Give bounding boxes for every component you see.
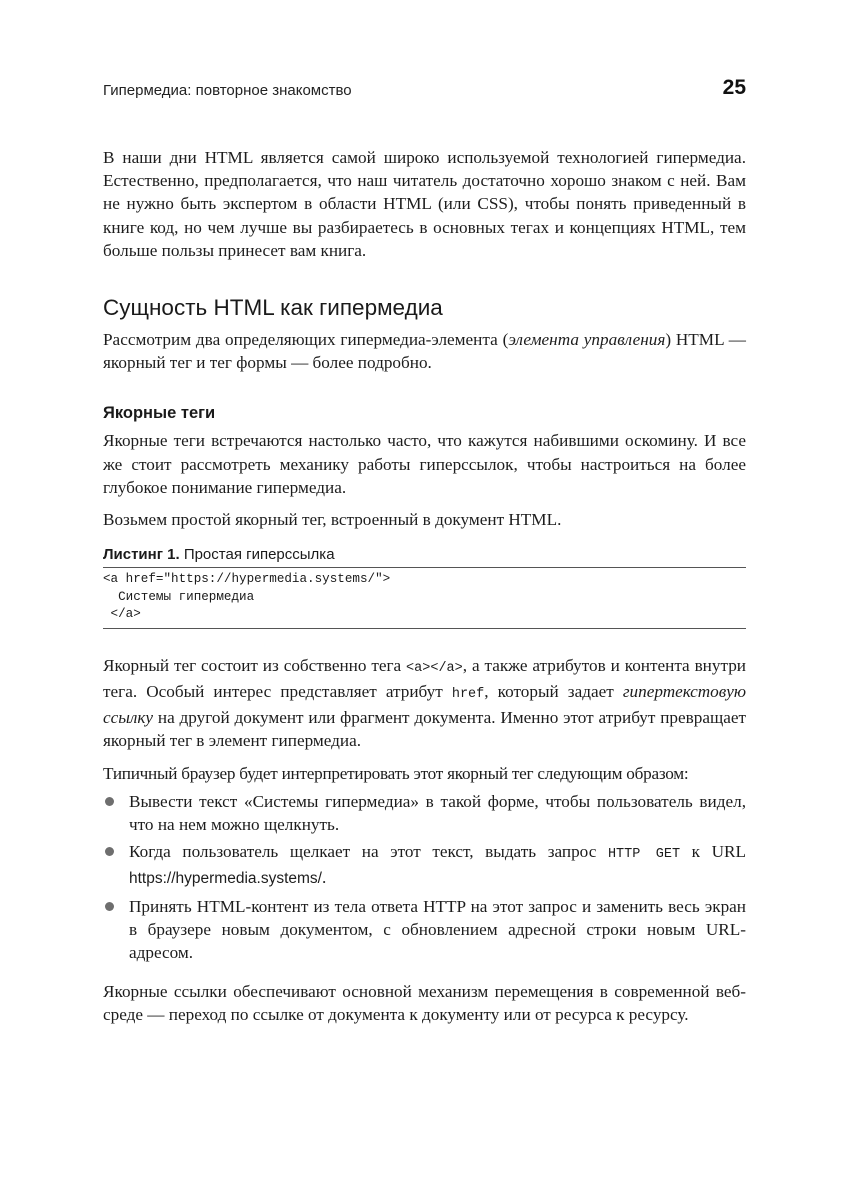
code-box [103, 567, 746, 629]
section-heading: Сущность HTML как гипермедиа [103, 295, 443, 321]
list-item [103, 840, 746, 890]
bullet-text: Когда пользователь щелкает на этот текст, выдать запрос [129, 842, 608, 862]
example-intro-paragraph: Возьмем простой якорный тег, встроенный в документ HTML. [103, 510, 562, 530]
bullet-icon [105, 847, 114, 856]
list-item [103, 790, 746, 836]
bullet-text: Вывести текст «Системы гипермедиа» в такой форме, чтобы пользователь видел, что на нем можно щелкнуть. [129, 791, 746, 834]
explanation-text-4: на другой документ или фрагмент документа. Именно этот атрибут превращает якорный тег в элемент гипермедиа. [103, 708, 746, 751]
lead-text-1: Рассмотрим два определяющих гипермедиа-элемента ( [103, 330, 509, 350]
bullet-text: . [321, 868, 327, 888]
url-link[interactable]: https://hypermedia.systems/ [129, 870, 322, 888]
explanation-text-3: , который задает [484, 681, 623, 701]
inline-code-href: href [451, 686, 485, 702]
code-line: </a> [103, 607, 141, 622]
page-content [103, 146, 746, 1027]
bullet-list [103, 790, 746, 964]
running-head-title: Гипермедиа: повторное знакомство [103, 82, 352, 99]
anchor-tags-paragraph: Якорные теги встречаются настолько часто, что кажутся набившими оскомину. И все же стоит рассмотреть механику работы гиперссылок, чтобы настроиться на более глубокое понимание гипермедиа. [103, 431, 746, 497]
explanation-paragraph [103, 654, 746, 753]
bullet-icon [105, 902, 114, 911]
subsection-heading: Якорные теги [103, 404, 216, 423]
section-lead-paragraph [103, 328, 746, 374]
listing-label: Листинг 1. [103, 546, 180, 564]
lead-text-2: ) HTML — якорный тег и тег формы — более подробно. [103, 330, 746, 373]
code-line: <a href="https://hypermedia.systems/"> [103, 572, 391, 587]
closing-paragraph: Якорные ссылки обеспечивают основной механизм перемещения в современной веб-среде — переход по ссылке от документа к документу или от ресурса к ресурсу. [103, 982, 746, 1025]
bullet-text: к URL [680, 842, 746, 862]
code-listing [103, 545, 746, 629]
intro-paragraph: В наши дни HTML является самой широко используемой технологией гипермедиа. Естественно, предполагается, что наш читатель достаточно хорошо знаком с ней. Вам не нужно быть экспертом в области HTML (или CSS), чтобы понять приведенный в книге код, но чем лучше вы разбираетесь в основных тегах и концепциях HTML, тем больше пользы принесет вам книга. [103, 148, 746, 260]
explanation-text-2: , а также атрибутов и контента внутри тега. Особый интерес представляет атрибут [103, 655, 746, 701]
running-head [103, 76, 746, 104]
lead-italic: элемента управления [508, 330, 666, 350]
explanation-italic: гипертекстовую ссылку [103, 681, 746, 728]
list-item [103, 895, 746, 965]
page-number: 25 [722, 76, 746, 99]
inline-code-a-tag: <a></a> [406, 660, 463, 676]
listing-caption [103, 545, 746, 565]
listing-title: Простая гиперссылка [183, 546, 335, 564]
inline-code-http-get: HTTP GET [607, 847, 681, 863]
explanation-text-1: Якорный тег состоит из собственно тега [103, 655, 407, 675]
bullet-icon [105, 797, 114, 806]
code-line: Системы гипермедиа [103, 589, 255, 604]
bullet-text: Принять HTML-контент из тела ответа HTTP на этот запрос и заменить весь экран в браузере новым документом, с обновлением адресной строки новым URL-адресом. [129, 896, 746, 962]
interpretation-intro: Типичный браузер будет интерпретировать этот якорный тег следующим образом: [103, 763, 689, 783]
